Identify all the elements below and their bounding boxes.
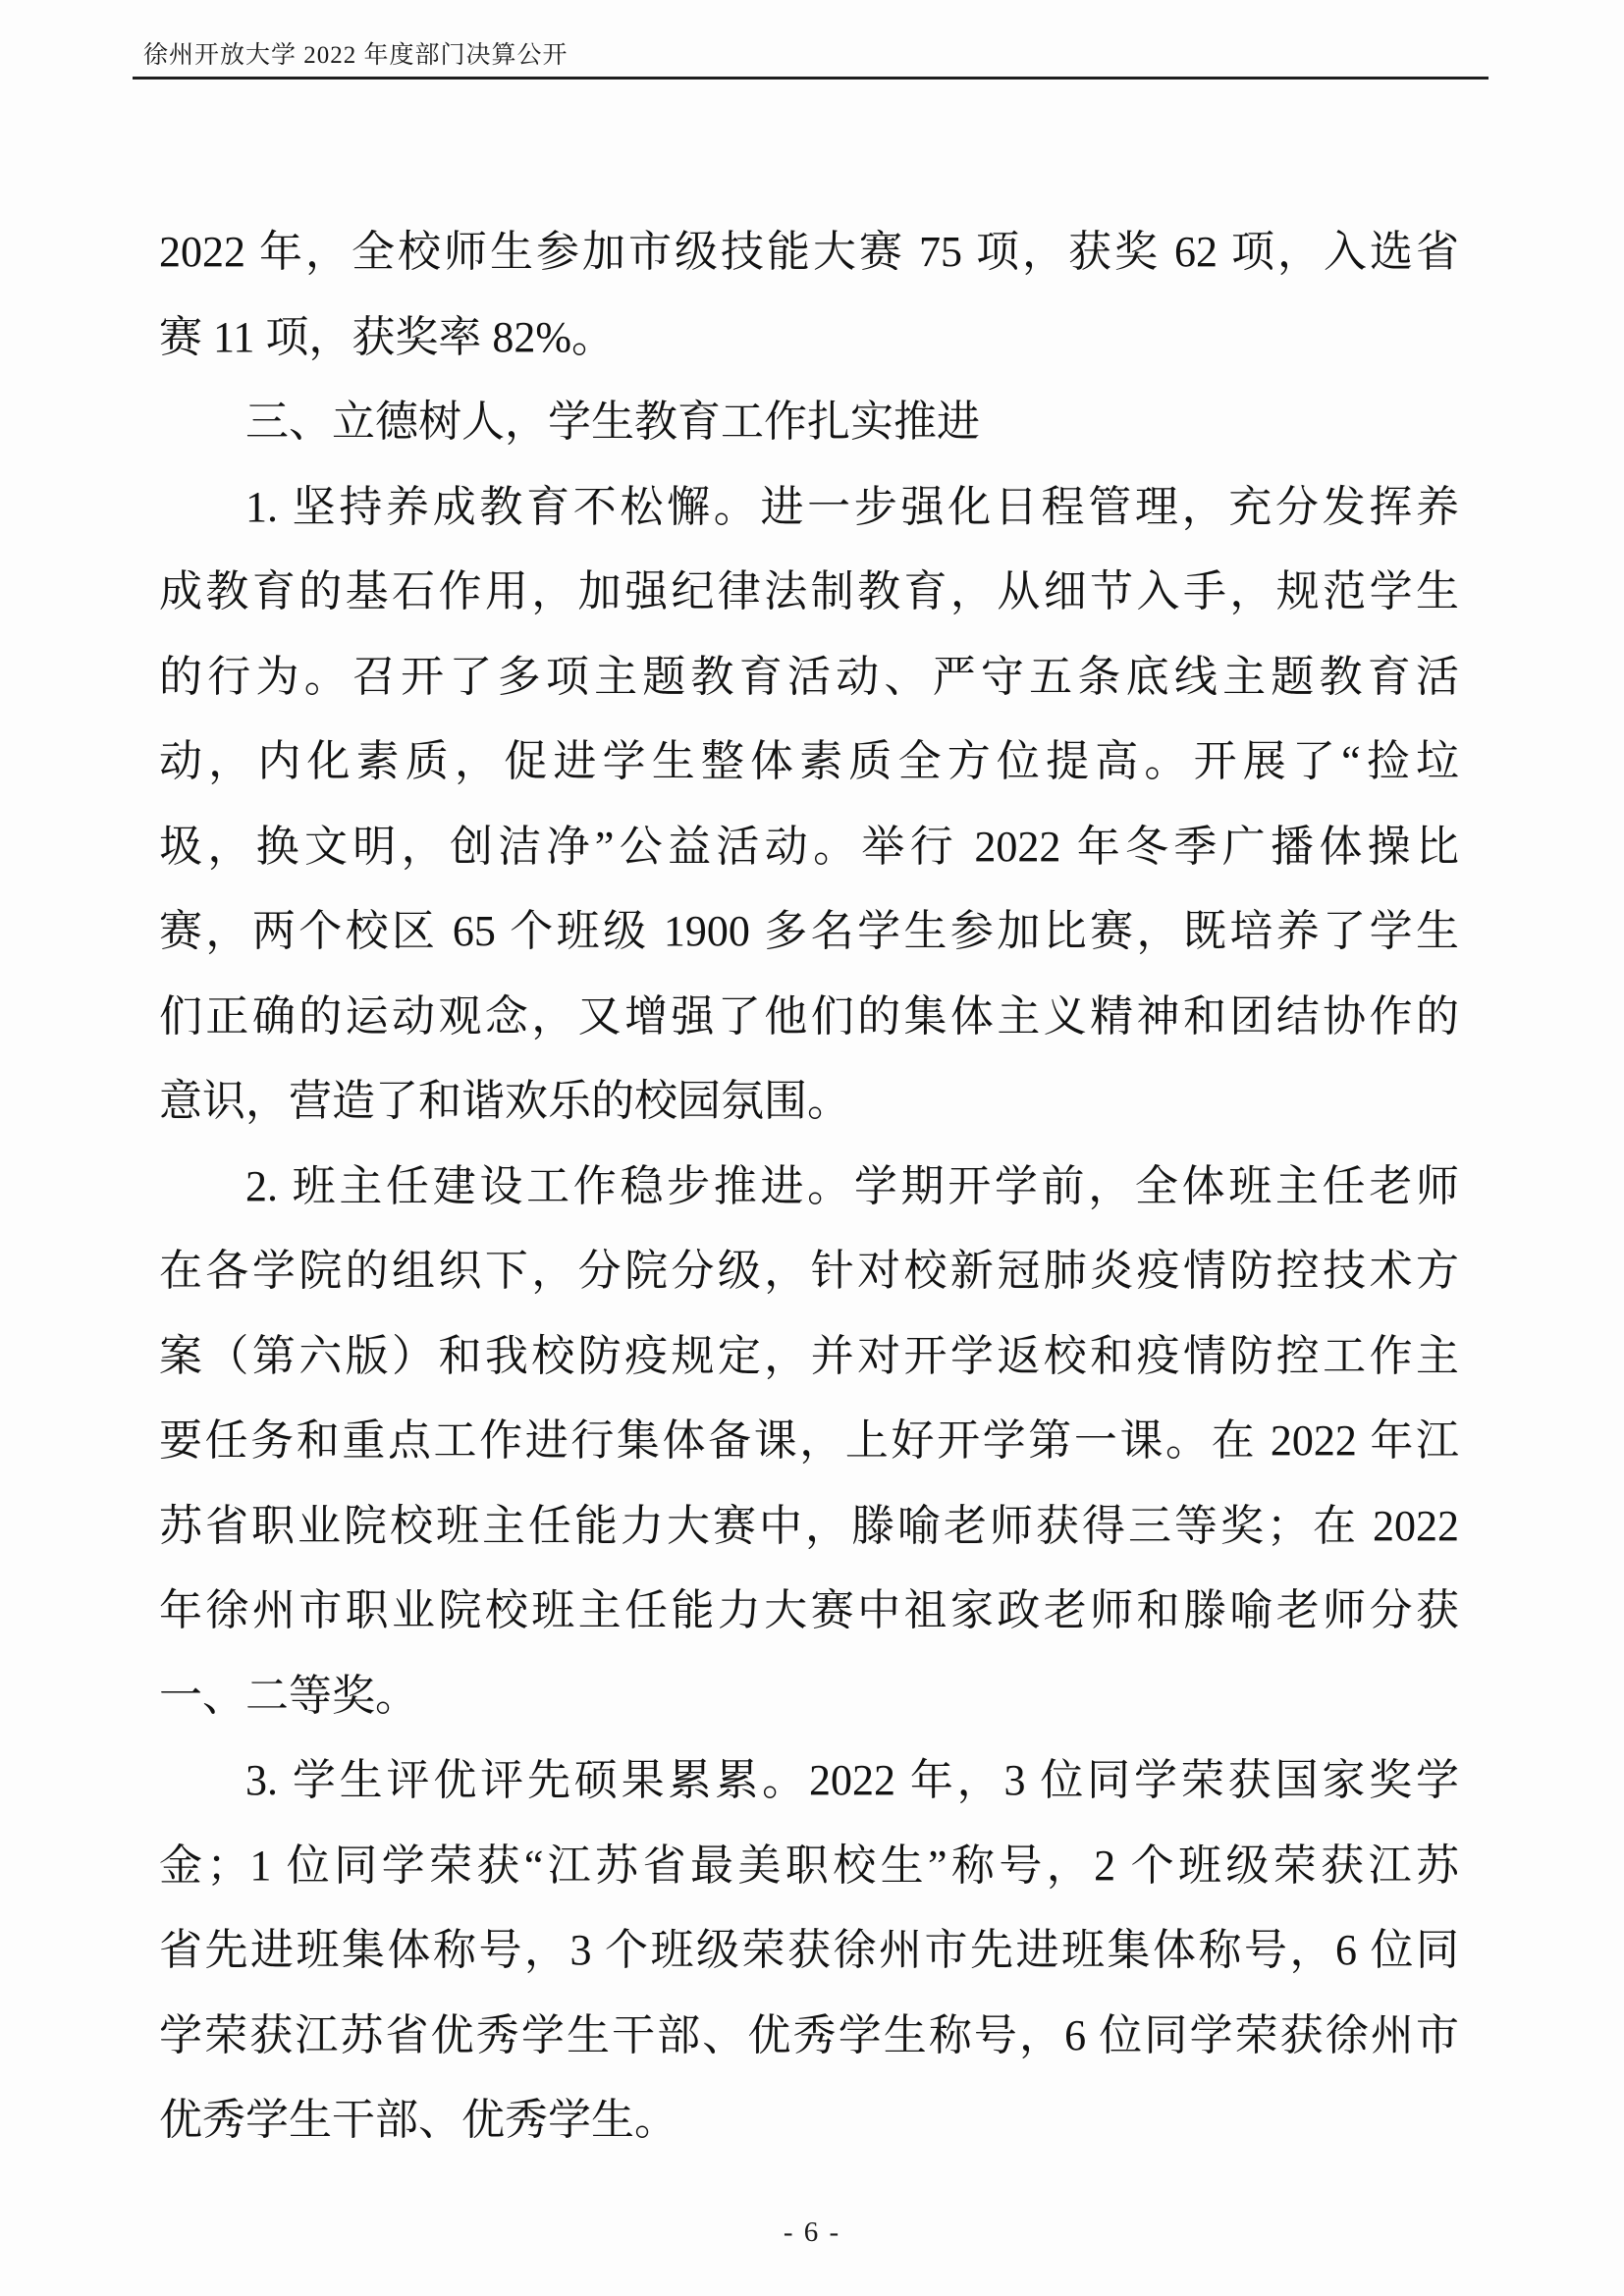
document-line: 苏省职业院校班主任能力大赛中，滕喻老师获得三等奖；在 2022 <box>159 1501 1459 1550</box>
section-heading: 三、立德树人，学生教育工作扎实推进 <box>245 398 980 446</box>
document-line: 2022 年，全校师生参加市级技能大赛 75 项，获奖 62 项，入选省 <box>159 228 1459 276</box>
document-line: 赛，两个校区 65 个班级 1900 多名学生参加比赛，既培养了学生 <box>159 907 1459 955</box>
document-body <box>159 210 1459 2163</box>
document-line: 3. 学生评优评先硕果累累。2022 年，3 位同学荣获国家奖学 <box>245 1756 1459 1804</box>
header-rule <box>133 77 1489 80</box>
document-line: 在各学院的组织下，分院分级，针对校新冠肺炎疫情防控技术方 <box>159 1247 1459 1295</box>
document-line: 们正确的运动观念，又增强了他们的集体主义精神和团结协作的 <box>159 991 1459 1041</box>
document-line: 赛 11 项，获奖率 82%。 <box>159 312 616 361</box>
page-header-title: 徐州开放大学 2022 年度部门决算公开 <box>143 42 568 69</box>
document-line: 成教育的基石作用，加强纪律法制教育，从细节入手，规范学生 <box>159 567 1459 615</box>
document-line: 圾，换文明，创洁净”公益活动。举行 2022 年冬季广播体操比 <box>159 822 1459 871</box>
document-line: 一、二等奖。 <box>159 1671 418 1720</box>
page-number: - 6 - <box>783 2216 841 2248</box>
document-line: 金；1 位同学荣获“江苏省最美职校生”称号，2 个班级荣获江苏 <box>159 1841 1459 1890</box>
document-line: 优秀学生干部、优秀学生。 <box>159 2096 677 2144</box>
document-line: 动，内化素质，促进学生整体素质全方位提高。开展了“捡垃 <box>159 737 1459 785</box>
document-line: 学荣获江苏省优秀学生干部、优秀学生称号，6 位同学荣获徐州市 <box>159 2010 1459 2059</box>
document-line: 的行为。召开了多项主题教育活动、严守五条底线主题教育活 <box>159 652 1459 701</box>
document-line: 要任务和重点工作进行集体备课，上好开学第一课。在 2022 年江 <box>159 1416 1459 1465</box>
document-line: 1. 坚持养成教育不松懈。进一步强化日程管理，充分发挥养 <box>245 482 1459 531</box>
document-line: 省先进班集体称号，3 个班级荣获徐州市先进班集体称号，6 位同 <box>159 1926 1459 1974</box>
document-line: 案（第六版）和我校防疫规定，并对开学返校和疫情防控工作主 <box>159 1331 1459 1380</box>
document-line: 意识，营造了和谐欢乐的校园氛围。 <box>159 1077 850 1125</box>
document-line: 2. 班主任建设工作稳步推进。学期开学前，全体班主任老师 <box>245 1161 1459 1210</box>
document-line: 年徐州市职业院校班主任能力大赛中祖家政老师和滕喻老师分获 <box>159 1586 1459 1634</box>
